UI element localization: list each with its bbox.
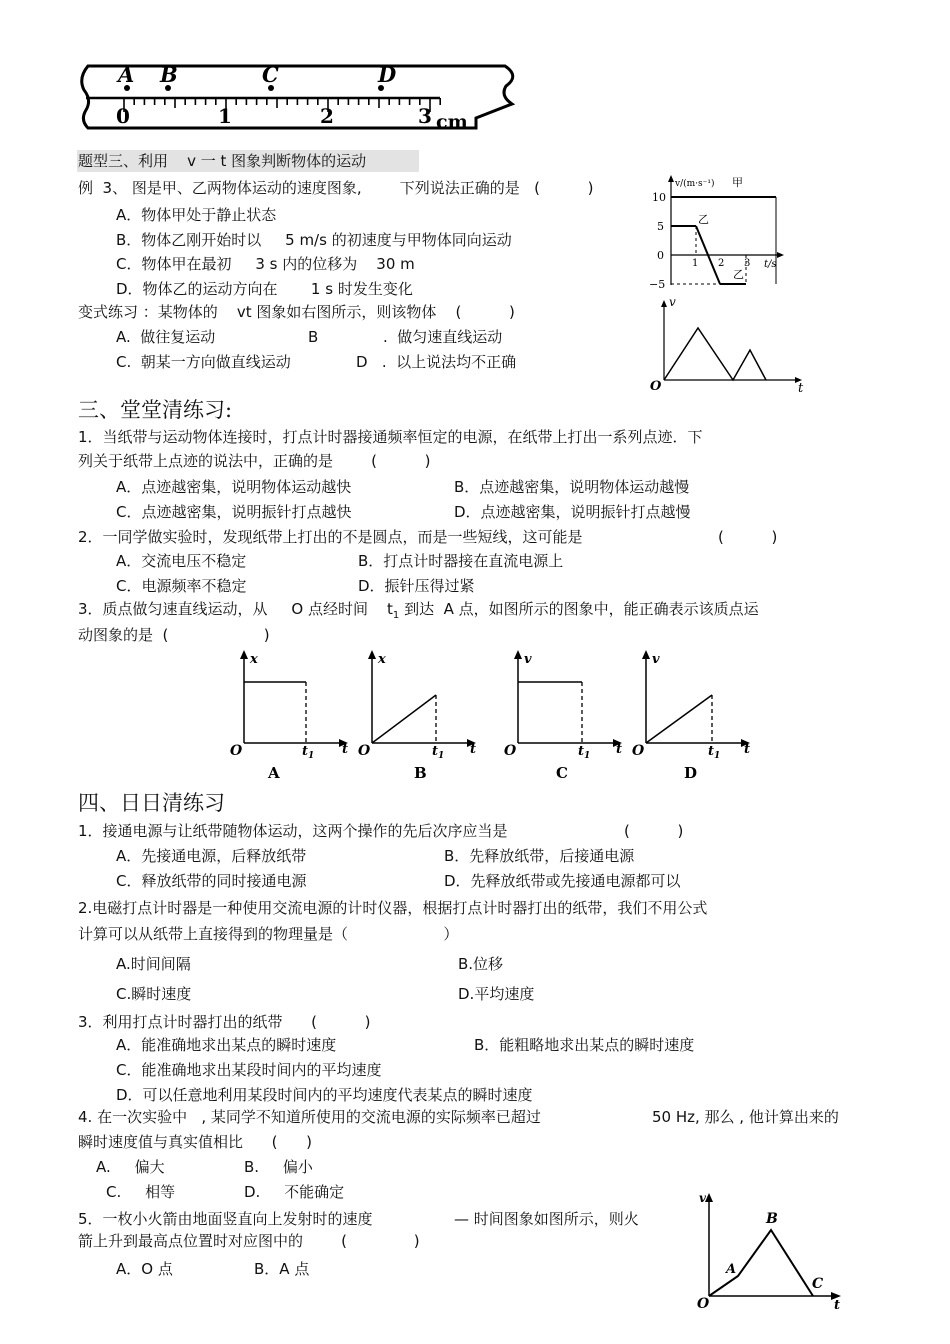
s3q1-option-c: C．点迹越密集，说明振针打点越快 — [116, 503, 352, 521]
ytick-5: 5 — [657, 220, 664, 233]
example3-option-a: A．物体甲处于静止状态 — [116, 206, 277, 224]
graph-x-label: t/s — [764, 259, 777, 270]
ytick-0: 0 — [657, 249, 664, 262]
graph-d-letter: D — [684, 764, 698, 782]
unit-cm: cm — [436, 111, 468, 133]
s4q1-option-d: D．先释放纸带或先接通电源都可以 — [444, 872, 681, 890]
s3q2-stem: 2．一同学做实验时，发现纸带上打出的不是圆点，而是一些短线，这可能是 — [78, 528, 583, 546]
graph-c-axis: v — [524, 652, 532, 667]
s4q2-option-b: B.位移 — [458, 955, 504, 973]
graph-d-axis: v — [652, 652, 660, 667]
example3-stem: 例 3、 图是甲、乙两物体运动的速度图象, 下列说法正确的是 ( ) — [78, 179, 594, 197]
s4q4-option-d: D. 不能确定 — [244, 1183, 345, 1201]
section3-title: 三、堂堂清练习: — [78, 398, 233, 422]
graph-b-o: O — [358, 743, 371, 759]
s4q4-stem-line1b: 50 Hz, 那么 , 他计算出来的 — [652, 1108, 839, 1126]
s4q3-option-d: D．可以任意地利用某段时间内的平均速度代表某点的瞬时速度 — [116, 1086, 533, 1104]
graph-a-t: t — [342, 742, 349, 757]
s4q1-option-a: A．先接通电源，后释放纸带 — [116, 847, 307, 865]
s4q4-option-b: B. 偏小 — [244, 1158, 313, 1176]
graph-a-t1: $t_1$ — [302, 744, 315, 761]
variant-stem: 变式练习 ：某物体的 vt 图象如右图所示，则该物体 ( ) — [78, 303, 515, 321]
s4q4-option-c: C. 相等 — [106, 1183, 176, 1201]
variant-option-d: D . 以上说法均不正确 — [356, 353, 517, 371]
variant-t-label: t — [798, 381, 804, 396]
mark-b: B — [160, 62, 178, 87]
topic-title: 题型三、利用 v 一 t 图象判断物体的运动 — [78, 152, 367, 170]
s4q2-stem-line2: 计算可以从纸带上直接得到的物理量是（ ） — [78, 925, 459, 943]
s3q3-graphs — [226, 645, 846, 785]
variant-vt-graph — [648, 292, 808, 397]
mark-c: C — [262, 62, 279, 87]
s4q5-stem-line2: 箭上升到最高点位置时对应图中的 ( ) — [78, 1232, 420, 1250]
s4q4-option-a: A. 偏大 — [96, 1158, 165, 1176]
s4q3-option-c: C．能准确地求出某段时间内的平均速度 — [116, 1061, 382, 1079]
rocket-t-label: t — [834, 1298, 841, 1313]
rocket-a-label: A — [726, 1262, 737, 1277]
mark-a: A — [118, 62, 135, 87]
graph-b-letter: B — [414, 764, 427, 782]
example3-option-b: B．物体乙刚开始时以 5 m/s 的初速度与甲物体同向运动 — [116, 231, 512, 249]
section4-title: 四、日日清练习 — [78, 791, 225, 815]
ytick-neg5: −5 — [649, 278, 666, 291]
mark-d: D — [378, 62, 397, 87]
graph-c-letter: C — [556, 764, 568, 782]
graph-b-t1: $t_1$ — [432, 744, 445, 761]
s4q5-option-a: A．O 点 — [116, 1260, 173, 1278]
graph-c — [504, 650, 622, 782]
s4q3-option-a: A．能准确地求出某点的瞬时速度 — [116, 1036, 337, 1054]
graph-b-axis: x — [378, 652, 386, 667]
graph-c-t1: $t_1$ — [578, 744, 591, 761]
s3q1-option-b: B．点迹越密集，说明物体运动越慢 — [454, 478, 690, 496]
s4q1-stem: 1．接通电源与让纸带随物体运动，这两个操作的先后次序应当是 — [78, 822, 508, 840]
xtick-1: 1 — [692, 258, 699, 269]
graph-yi-bottom: 乙 — [733, 268, 744, 281]
s3q2-option-b: B．打点计时器接在直流电源上 — [358, 552, 564, 570]
graph-yi-top: 乙 — [698, 213, 709, 226]
graph-y-label: v/(m·s⁻¹) — [675, 179, 715, 189]
xtick-2: 2 — [718, 258, 725, 269]
graph-a-o: O — [230, 743, 243, 759]
s4q5-stem-line1a: 5．一枚小火箭由地面竖直向上发射时的速度 — [78, 1210, 373, 1228]
graph-d-o: O — [632, 743, 645, 759]
s4q3-option-b: B．能粗略地求出某点的瞬时速度 — [474, 1036, 695, 1054]
graph-d — [632, 650, 750, 782]
s3q1-option-a: A．点迹越密集，说明物体运动越快 — [116, 478, 352, 496]
rocket-c-label: C — [812, 1276, 824, 1292]
variant-o-label: O — [650, 379, 662, 394]
s4q1-option-c: C．释放纸带的同时接通电源 — [116, 872, 307, 890]
graph-a — [230, 650, 348, 782]
ruler-figure — [0, 0, 950, 140]
s3q2-paren: ( ) — [718, 528, 778, 546]
graph-d-t: t — [744, 742, 751, 757]
ytick-10: 10 — [652, 191, 666, 204]
graph-a-axis: x — [250, 652, 258, 667]
graph-b-t: t — [470, 742, 477, 757]
s3q3-stem-line1: 3．质点做匀速直线运动，从 O 点经时间 $t_1$ 到达 A 点，如图所示的图象中，能正确表示该质点运 — [78, 600, 759, 621]
num-2: 2 — [320, 104, 334, 128]
s4q2-option-a: A.时间间隔 — [116, 955, 191, 973]
s3q1-stem-line2: 列关于纸带上点迹的说法中，正确的是 ( ) — [78, 452, 431, 470]
graph-c-t: t — [616, 742, 623, 757]
num-0: 0 — [116, 104, 130, 128]
example3-vt-graph — [648, 170, 788, 295]
rocket-b-label: B — [766, 1211, 778, 1227]
variant-v-label: v — [669, 295, 676, 309]
s3q2-option-a: A．交流电压不稳定 — [116, 552, 247, 570]
variant-option-b-letter: B — [308, 328, 319, 346]
s4q1-paren: ( ) — [624, 822, 684, 840]
s4q2-option-d: D.平均速度 — [458, 985, 535, 1003]
xtick-3: 3 — [744, 258, 751, 269]
s3q1-option-d: D．点迹越密集，说明振针打点越慢 — [454, 503, 691, 521]
graph-b — [358, 650, 476, 782]
rocket-v-label: v — [699, 1191, 706, 1205]
s4q5-option-b: B．A 点 — [254, 1260, 310, 1278]
variant-option-c: C. 朝某一方向做直线运动 — [116, 353, 291, 371]
s3q1-stem-line1: 1．当纸带与运动物体连接时，打点计时器接通频率恒定的电源，在纸带上打出一系列点迹．下 — [78, 428, 703, 446]
s4q2-option-c: C.瞬时速度 — [116, 985, 192, 1003]
s3q2-option-d: D．振针压得过紧 — [358, 577, 475, 595]
graph-a-letter: A — [268, 764, 280, 782]
num-3: 3 — [418, 104, 432, 128]
s4q1-option-b: B．先释放纸带，后接通电源 — [444, 847, 635, 865]
num-1: 1 — [218, 104, 232, 128]
s4q4-stem-line2: 瞬时速度值与真实值相比 ( ) — [78, 1133, 312, 1151]
graph-c-o: O — [504, 743, 517, 759]
s4q2-stem-line1: 2.电磁打点计时器是一种使用交流电源的计时仪器，根据打点计时器打出的纸带，我们不用公式 — [78, 899, 708, 917]
graph-d-t1: $t_1$ — [708, 744, 721, 761]
s4q3-stem: 3．利用打点计时器打出的纸带 ( ) — [78, 1013, 371, 1031]
graph-jia: 甲 — [732, 176, 743, 189]
rocket-o-label: O — [697, 1296, 710, 1312]
rocket-vt-graph — [693, 1188, 853, 1313]
example3-option-d: D．物体乙的运动方向在 1 s 时发生变化 — [116, 280, 413, 298]
example3-option-c: C．物体甲在最初 3 s 内的位移为 30 m — [116, 255, 415, 273]
variant-option-b: . 做匀速直线运动 — [383, 328, 503, 346]
s3q2-option-c: C．电源频率不稳定 — [116, 577, 247, 595]
s4q5-stem-line1b: — 时间图象如图所示，则火 — [454, 1210, 639, 1228]
s3q3-stem-line2: 动图象的是 ( ) — [78, 626, 270, 644]
variant-option-a: A. 做往复运动 — [116, 328, 216, 346]
s4q4-stem-line1a: 4. 在一次实验中 , 某同学不知道所使用的交流电源的实际频率已超过 — [78, 1108, 541, 1126]
